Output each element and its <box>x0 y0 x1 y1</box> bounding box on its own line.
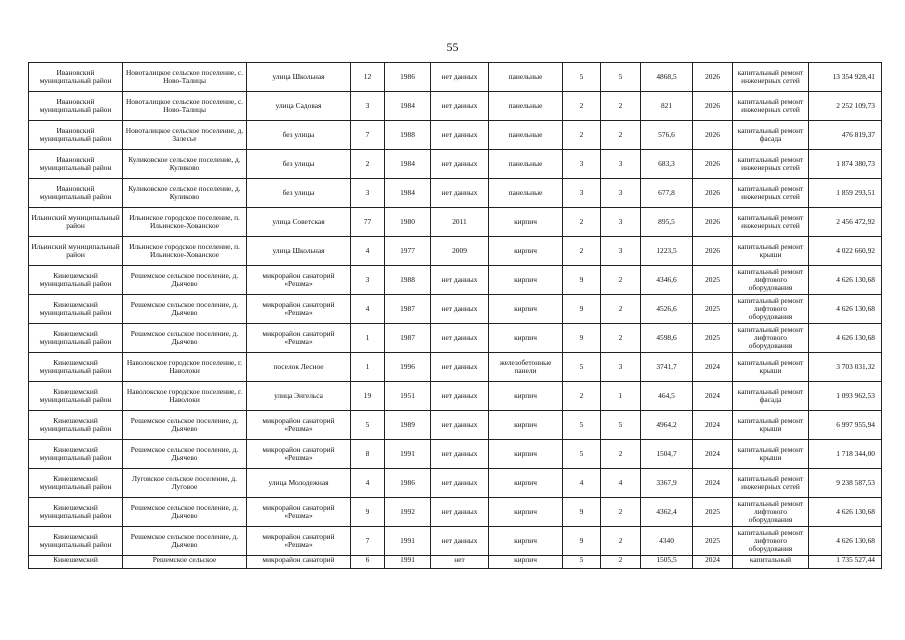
house-number-cell: 6 <box>351 556 385 569</box>
table-body <box>29 63 882 569</box>
floors-cell: 9 <box>563 498 601 527</box>
work-type-cell: капитальный ремонт лифтового оборудования <box>733 295 809 324</box>
municipal-district-cell: Кинешемский <box>29 556 123 569</box>
floors-cell: 2 <box>563 121 601 150</box>
work-type-cell: капитальный ремонт фасада <box>733 121 809 150</box>
year-built-cell: 1992 <box>385 498 431 527</box>
cost-cell: 13 354 928,41 <box>809 63 882 92</box>
work-type-cell: капитальный ремонт инженерных сетей <box>733 469 809 498</box>
area-cell: 821 <box>641 92 693 121</box>
settlement-cell: Решемское сельское поселение, д. Дьячево <box>123 324 247 353</box>
floors-cell: 5 <box>563 411 601 440</box>
house-number-cell: 19 <box>351 382 385 411</box>
table-row <box>29 266 882 295</box>
entrances-cell: 2 <box>601 295 641 324</box>
municipal-district-cell: Ивановский муниципальный район <box>29 92 123 121</box>
floors-cell: 2 <box>563 208 601 237</box>
wall-material-cell: кирпич <box>489 411 563 440</box>
wall-material-cell: кирпич <box>489 527 563 556</box>
year-built-cell: 1989 <box>385 411 431 440</box>
settlement-cell: Наволокское городское поселение, г. Наволоки <box>123 353 247 382</box>
area-cell: 4964,2 <box>641 411 693 440</box>
repair-year-cell: 2026 <box>693 179 733 208</box>
table-row <box>29 440 882 469</box>
year-built-cell: 1987 <box>385 324 431 353</box>
year-built-cell: 1987 <box>385 295 431 324</box>
settlement-cell: Куликовское сельское поселение, д. Куликово <box>123 179 247 208</box>
municipal-district-cell: Кинешемский муниципальный район <box>29 527 123 556</box>
floors-cell: 4 <box>563 469 601 498</box>
house-number-cell: 4 <box>351 237 385 266</box>
house-number-cell: 3 <box>351 179 385 208</box>
floors-cell: 5 <box>563 63 601 92</box>
cost-cell: 4 022 660,92 <box>809 237 882 266</box>
cost-cell: 4 626 130,68 <box>809 527 882 556</box>
entrances-cell: 2 <box>601 266 641 295</box>
municipal-district-cell: Кинешемский муниципальный район <box>29 266 123 295</box>
municipal-district-cell: Кинешемский муниципальный район <box>29 295 123 324</box>
table-row <box>29 527 882 556</box>
entrances-cell: 3 <box>601 208 641 237</box>
municipal-district-cell: Ильинский муниципальный район <box>29 208 123 237</box>
table-row <box>29 353 882 382</box>
house-number-cell: 77 <box>351 208 385 237</box>
house-number-cell: 2 <box>351 150 385 179</box>
table-row <box>29 208 882 237</box>
settlement-cell: Наволокское городское поселение, г. Наволоки <box>123 382 247 411</box>
floors-cell: 2 <box>563 237 601 266</box>
last-repair-year-cell: 2009 <box>431 237 489 266</box>
last-repair-year-cell: нет данных <box>431 266 489 295</box>
year-built-cell: 1988 <box>385 266 431 295</box>
last-repair-year-cell: нет данных <box>431 295 489 324</box>
table-row <box>29 382 882 411</box>
entrances-cell: 2 <box>601 92 641 121</box>
house-number-cell: 4 <box>351 295 385 324</box>
year-built-cell: 1988 <box>385 121 431 150</box>
table-row <box>29 411 882 440</box>
year-built-cell: 1996 <box>385 353 431 382</box>
street-cell: микрорайон санаторий «Решма» <box>247 527 351 556</box>
street-cell: улица Энгельса <box>247 382 351 411</box>
table-row <box>29 150 882 179</box>
wall-material-cell: панельные <box>489 63 563 92</box>
wall-material-cell: кирпич <box>489 324 563 353</box>
table-row <box>29 556 882 569</box>
street-cell: без улицы <box>247 179 351 208</box>
year-built-cell: 1984 <box>385 179 431 208</box>
settlement-cell: Ильинское городское поселение, п. Ильинское-Хованское <box>123 237 247 266</box>
repair-year-cell: 2026 <box>693 237 733 266</box>
municipal-district-cell: Кинешемский муниципальный район <box>29 382 123 411</box>
street-cell: микрорайон санаторий «Решма» <box>247 295 351 324</box>
last-repair-year-cell: нет данных <box>431 92 489 121</box>
year-built-cell: 1980 <box>385 208 431 237</box>
floors-cell: 9 <box>563 527 601 556</box>
housing-repair-table <box>28 62 882 569</box>
table-row <box>29 63 882 92</box>
last-repair-year-cell: нет данных <box>431 469 489 498</box>
house-number-cell: 3 <box>351 266 385 295</box>
area-cell: 895,5 <box>641 208 693 237</box>
municipal-district-cell: Кинешемский муниципальный район <box>29 353 123 382</box>
wall-material-cell: панельные <box>489 150 563 179</box>
street-cell: микрорайон санаторий «Решма» <box>247 324 351 353</box>
work-type-cell: капитальный ремонт лифтового оборудования <box>733 498 809 527</box>
cost-cell: 1 874 380,73 <box>809 150 882 179</box>
house-number-cell: 12 <box>351 63 385 92</box>
street-cell: улица Школьная <box>247 63 351 92</box>
floors-cell: 3 <box>563 179 601 208</box>
cost-cell: 4 626 130,68 <box>809 295 882 324</box>
floors-cell: 3 <box>563 150 601 179</box>
repair-year-cell: 2025 <box>693 527 733 556</box>
year-built-cell: 1991 <box>385 440 431 469</box>
last-repair-year-cell: нет данных <box>431 63 489 92</box>
area-cell: 683,3 <box>641 150 693 179</box>
wall-material-cell: кирпич <box>489 556 563 569</box>
entrances-cell: 4 <box>601 469 641 498</box>
street-cell: микрорайон санаторий «Решма» <box>247 266 351 295</box>
wall-material-cell: панельные <box>489 92 563 121</box>
cost-cell: 1 093 962,53 <box>809 382 882 411</box>
cost-cell: 9 238 587,53 <box>809 469 882 498</box>
floors-cell: 9 <box>563 295 601 324</box>
floors-cell: 2 <box>563 92 601 121</box>
wall-material-cell: кирпич <box>489 237 563 266</box>
settlement-cell: Решемское сельское поселение, д. Дьячево <box>123 266 247 295</box>
work-type-cell: капитальный ремонт инженерных сетей <box>733 150 809 179</box>
street-cell: микрорайон санаторий <box>247 556 351 569</box>
entrances-cell: 5 <box>601 63 641 92</box>
wall-material-cell: кирпич <box>489 440 563 469</box>
repair-year-cell: 2026 <box>693 92 733 121</box>
work-type-cell: капитальный ремонт крыши <box>733 353 809 382</box>
area-cell: 1223,5 <box>641 237 693 266</box>
wall-material-cell: кирпич <box>489 498 563 527</box>
cost-cell: 1 735 527,44 <box>809 556 882 569</box>
house-number-cell: 9 <box>351 498 385 527</box>
entrances-cell: 2 <box>601 121 641 150</box>
repair-year-cell: 2024 <box>693 440 733 469</box>
municipal-district-cell: Кинешемский муниципальный район <box>29 440 123 469</box>
table-row <box>29 179 882 208</box>
work-type-cell: капитальный ремонт крыши <box>733 440 809 469</box>
settlement-cell: Куликовское сельское поселение, д. Куликово <box>123 150 247 179</box>
wall-material-cell: железобетонные панели <box>489 353 563 382</box>
work-type-cell: капитальный ремонт крыши <box>733 237 809 266</box>
entrances-cell: 2 <box>601 324 641 353</box>
last-repair-year-cell: нет <box>431 556 489 569</box>
floors-cell: 9 <box>563 266 601 295</box>
repair-year-cell: 2025 <box>693 324 733 353</box>
floors-cell: 5 <box>563 556 601 569</box>
repair-year-cell: 2024 <box>693 411 733 440</box>
entrances-cell: 2 <box>601 556 641 569</box>
municipal-district-cell: Кинешемский муниципальный район <box>29 469 123 498</box>
repair-year-cell: 2026 <box>693 208 733 237</box>
house-number-cell: 4 <box>351 469 385 498</box>
area-cell: 1505,5 <box>641 556 693 569</box>
floors-cell: 5 <box>563 440 601 469</box>
year-built-cell: 1984 <box>385 150 431 179</box>
wall-material-cell: кирпич <box>489 208 563 237</box>
entrances-cell: 2 <box>601 440 641 469</box>
table-row <box>29 121 882 150</box>
work-type-cell: капитальный ремонт фасада <box>733 382 809 411</box>
municipal-district-cell: Кинешемский муниципальный район <box>29 411 123 440</box>
area-cell: 1504,7 <box>641 440 693 469</box>
last-repair-year-cell: нет данных <box>431 121 489 150</box>
house-number-cell: 1 <box>351 353 385 382</box>
work-type-cell: капитальный ремонт лифтового оборудования <box>733 527 809 556</box>
settlement-cell: Решемское сельское поселение, д. Дьячево <box>123 440 247 469</box>
wall-material-cell: кирпич <box>489 469 563 498</box>
house-number-cell: 7 <box>351 121 385 150</box>
area-cell: 4362,4 <box>641 498 693 527</box>
street-cell: без улицы <box>247 121 351 150</box>
table-row <box>29 469 882 498</box>
area-cell: 464,5 <box>641 382 693 411</box>
municipal-district-cell: Кинешемский муниципальный район <box>29 324 123 353</box>
entrances-cell: 2 <box>601 527 641 556</box>
repair-year-cell: 2024 <box>693 556 733 569</box>
entrances-cell: 3 <box>601 353 641 382</box>
repair-year-cell: 2025 <box>693 266 733 295</box>
cost-cell: 476 819,37 <box>809 121 882 150</box>
settlement-cell: Решемское сельское <box>123 556 247 569</box>
entrances-cell: 3 <box>601 179 641 208</box>
last-repair-year-cell: нет данных <box>431 527 489 556</box>
floors-cell: 9 <box>563 324 601 353</box>
wall-material-cell: панельные <box>489 179 563 208</box>
cost-cell: 3 703 031,32 <box>809 353 882 382</box>
cost-cell: 1 718 344,00 <box>809 440 882 469</box>
municipal-district-cell: Кинешемский муниципальный район <box>29 498 123 527</box>
year-built-cell: 1991 <box>385 556 431 569</box>
street-cell: улица Школьная <box>247 237 351 266</box>
settlement-cell: Решемское сельское поселение, д. Дьячево <box>123 498 247 527</box>
entrances-cell: 5 <box>601 411 641 440</box>
area-cell: 4340 <box>641 527 693 556</box>
street-cell: улица Советская <box>247 208 351 237</box>
wall-material-cell: панельные <box>489 121 563 150</box>
cost-cell: 2 252 109,73 <box>809 92 882 121</box>
repair-year-cell: 2025 <box>693 498 733 527</box>
repair-year-cell: 2025 <box>693 295 733 324</box>
municipal-district-cell: Ивановский муниципальный район <box>29 150 123 179</box>
wall-material-cell: кирпич <box>489 295 563 324</box>
cost-cell: 1 859 293,51 <box>809 179 882 208</box>
work-type-cell: капитальный ремонт крыши <box>733 411 809 440</box>
entrances-cell: 2 <box>601 498 641 527</box>
last-repair-year-cell: нет данных <box>431 440 489 469</box>
year-built-cell: 1986 <box>385 63 431 92</box>
settlement-cell: Ильинское городское поселение, п. Ильинское-Хованское <box>123 208 247 237</box>
year-built-cell: 1977 <box>385 237 431 266</box>
cost-cell: 6 997 955,94 <box>809 411 882 440</box>
municipal-district-cell: Ивановский муниципальный район <box>29 179 123 208</box>
settlement-cell: Луговское сельское поселение, д. Луговое <box>123 469 247 498</box>
last-repair-year-cell: нет данных <box>431 324 489 353</box>
table-row <box>29 237 882 266</box>
wall-material-cell: кирпич <box>489 382 563 411</box>
area-cell: 4598,6 <box>641 324 693 353</box>
work-type-cell: капитальный ремонт инженерных сетей <box>733 208 809 237</box>
street-cell: микрорайон санаторий «Решма» <box>247 440 351 469</box>
last-repair-year-cell: нет данных <box>431 382 489 411</box>
settlement-cell: Новоталицкое сельское поселение, с. Ново-Талицы <box>123 92 247 121</box>
area-cell: 3741,7 <box>641 353 693 382</box>
repair-year-cell: 2026 <box>693 150 733 179</box>
entrances-cell: 3 <box>601 150 641 179</box>
entrances-cell: 3 <box>601 237 641 266</box>
house-number-cell: 5 <box>351 411 385 440</box>
municipal-district-cell: Ивановский муниципальный район <box>29 63 123 92</box>
area-cell: 677,8 <box>641 179 693 208</box>
repair-year-cell: 2026 <box>693 121 733 150</box>
table-row <box>29 295 882 324</box>
work-type-cell: капитальный ремонт инженерных сетей <box>733 179 809 208</box>
work-type-cell: капитальный ремонт инженерных сетей <box>733 92 809 121</box>
year-built-cell: 1951 <box>385 382 431 411</box>
house-number-cell: 8 <box>351 440 385 469</box>
last-repair-year-cell: нет данных <box>431 353 489 382</box>
area-cell: 4526,6 <box>641 295 693 324</box>
municipal-district-cell: Ильинский муниципальный район <box>29 237 123 266</box>
settlement-cell: Новоталицкое сельское поселение, д. Залесье <box>123 121 247 150</box>
area-cell: 576,6 <box>641 121 693 150</box>
settlement-cell: Решемское сельское поселение, д. Дьячево <box>123 295 247 324</box>
house-number-cell: 3 <box>351 92 385 121</box>
work-type-cell: капитальный ремонт лифтового оборудования <box>733 266 809 295</box>
work-type-cell: капитальный ремонт инженерных сетей <box>733 63 809 92</box>
area-cell: 4868,5 <box>641 63 693 92</box>
table-row <box>29 92 882 121</box>
table-row <box>29 324 882 353</box>
wall-material-cell: кирпич <box>489 266 563 295</box>
floors-cell: 5 <box>563 353 601 382</box>
street-cell: микрорайон санаторий «Решма» <box>247 411 351 440</box>
page-number: 55 <box>446 40 459 54</box>
last-repair-year-cell: 2011 <box>431 208 489 237</box>
repair-year-cell: 2024 <box>693 469 733 498</box>
year-built-cell: 1991 <box>385 527 431 556</box>
last-repair-year-cell: нет данных <box>431 498 489 527</box>
street-cell: микрорайон санаторий «Решма» <box>247 498 351 527</box>
municipal-district-cell: Ивановский муниципальный район <box>29 121 123 150</box>
street-cell: без улицы <box>247 150 351 179</box>
cost-cell: 4 626 130,68 <box>809 266 882 295</box>
cost-cell: 2 456 472,92 <box>809 208 882 237</box>
year-built-cell: 1984 <box>385 92 431 121</box>
repair-year-cell: 2026 <box>693 63 733 92</box>
table-row <box>29 498 882 527</box>
settlement-cell: Решемское сельское поселение, д. Дьячево <box>123 527 247 556</box>
last-repair-year-cell: нет данных <box>431 411 489 440</box>
street-cell: улица Садовая <box>247 92 351 121</box>
repair-year-cell: 2024 <box>693 353 733 382</box>
entrances-cell: 1 <box>601 382 641 411</box>
street-cell: поселок Лесное <box>247 353 351 382</box>
cost-cell: 4 626 130,68 <box>809 498 882 527</box>
work-type-cell: капитальный <box>733 556 809 569</box>
last-repair-year-cell: нет данных <box>431 150 489 179</box>
floors-cell: 2 <box>563 382 601 411</box>
repair-year-cell: 2024 <box>693 382 733 411</box>
settlement-cell: Решемское сельское поселение, д. Дьячево <box>123 411 247 440</box>
street-cell: улица Молодежная <box>247 469 351 498</box>
area-cell: 4346,6 <box>641 266 693 295</box>
last-repair-year-cell: нет данных <box>431 179 489 208</box>
year-built-cell: 1986 <box>385 469 431 498</box>
area-cell: 3367,9 <box>641 469 693 498</box>
house-number-cell: 1 <box>351 324 385 353</box>
house-number-cell: 7 <box>351 527 385 556</box>
cost-cell: 4 626 130,68 <box>809 324 882 353</box>
work-type-cell: капитальный ремонт лифтового оборудования <box>733 324 809 353</box>
settlement-cell: Новоталицкое сельское поселение, с. Ново-Талицы <box>123 63 247 92</box>
